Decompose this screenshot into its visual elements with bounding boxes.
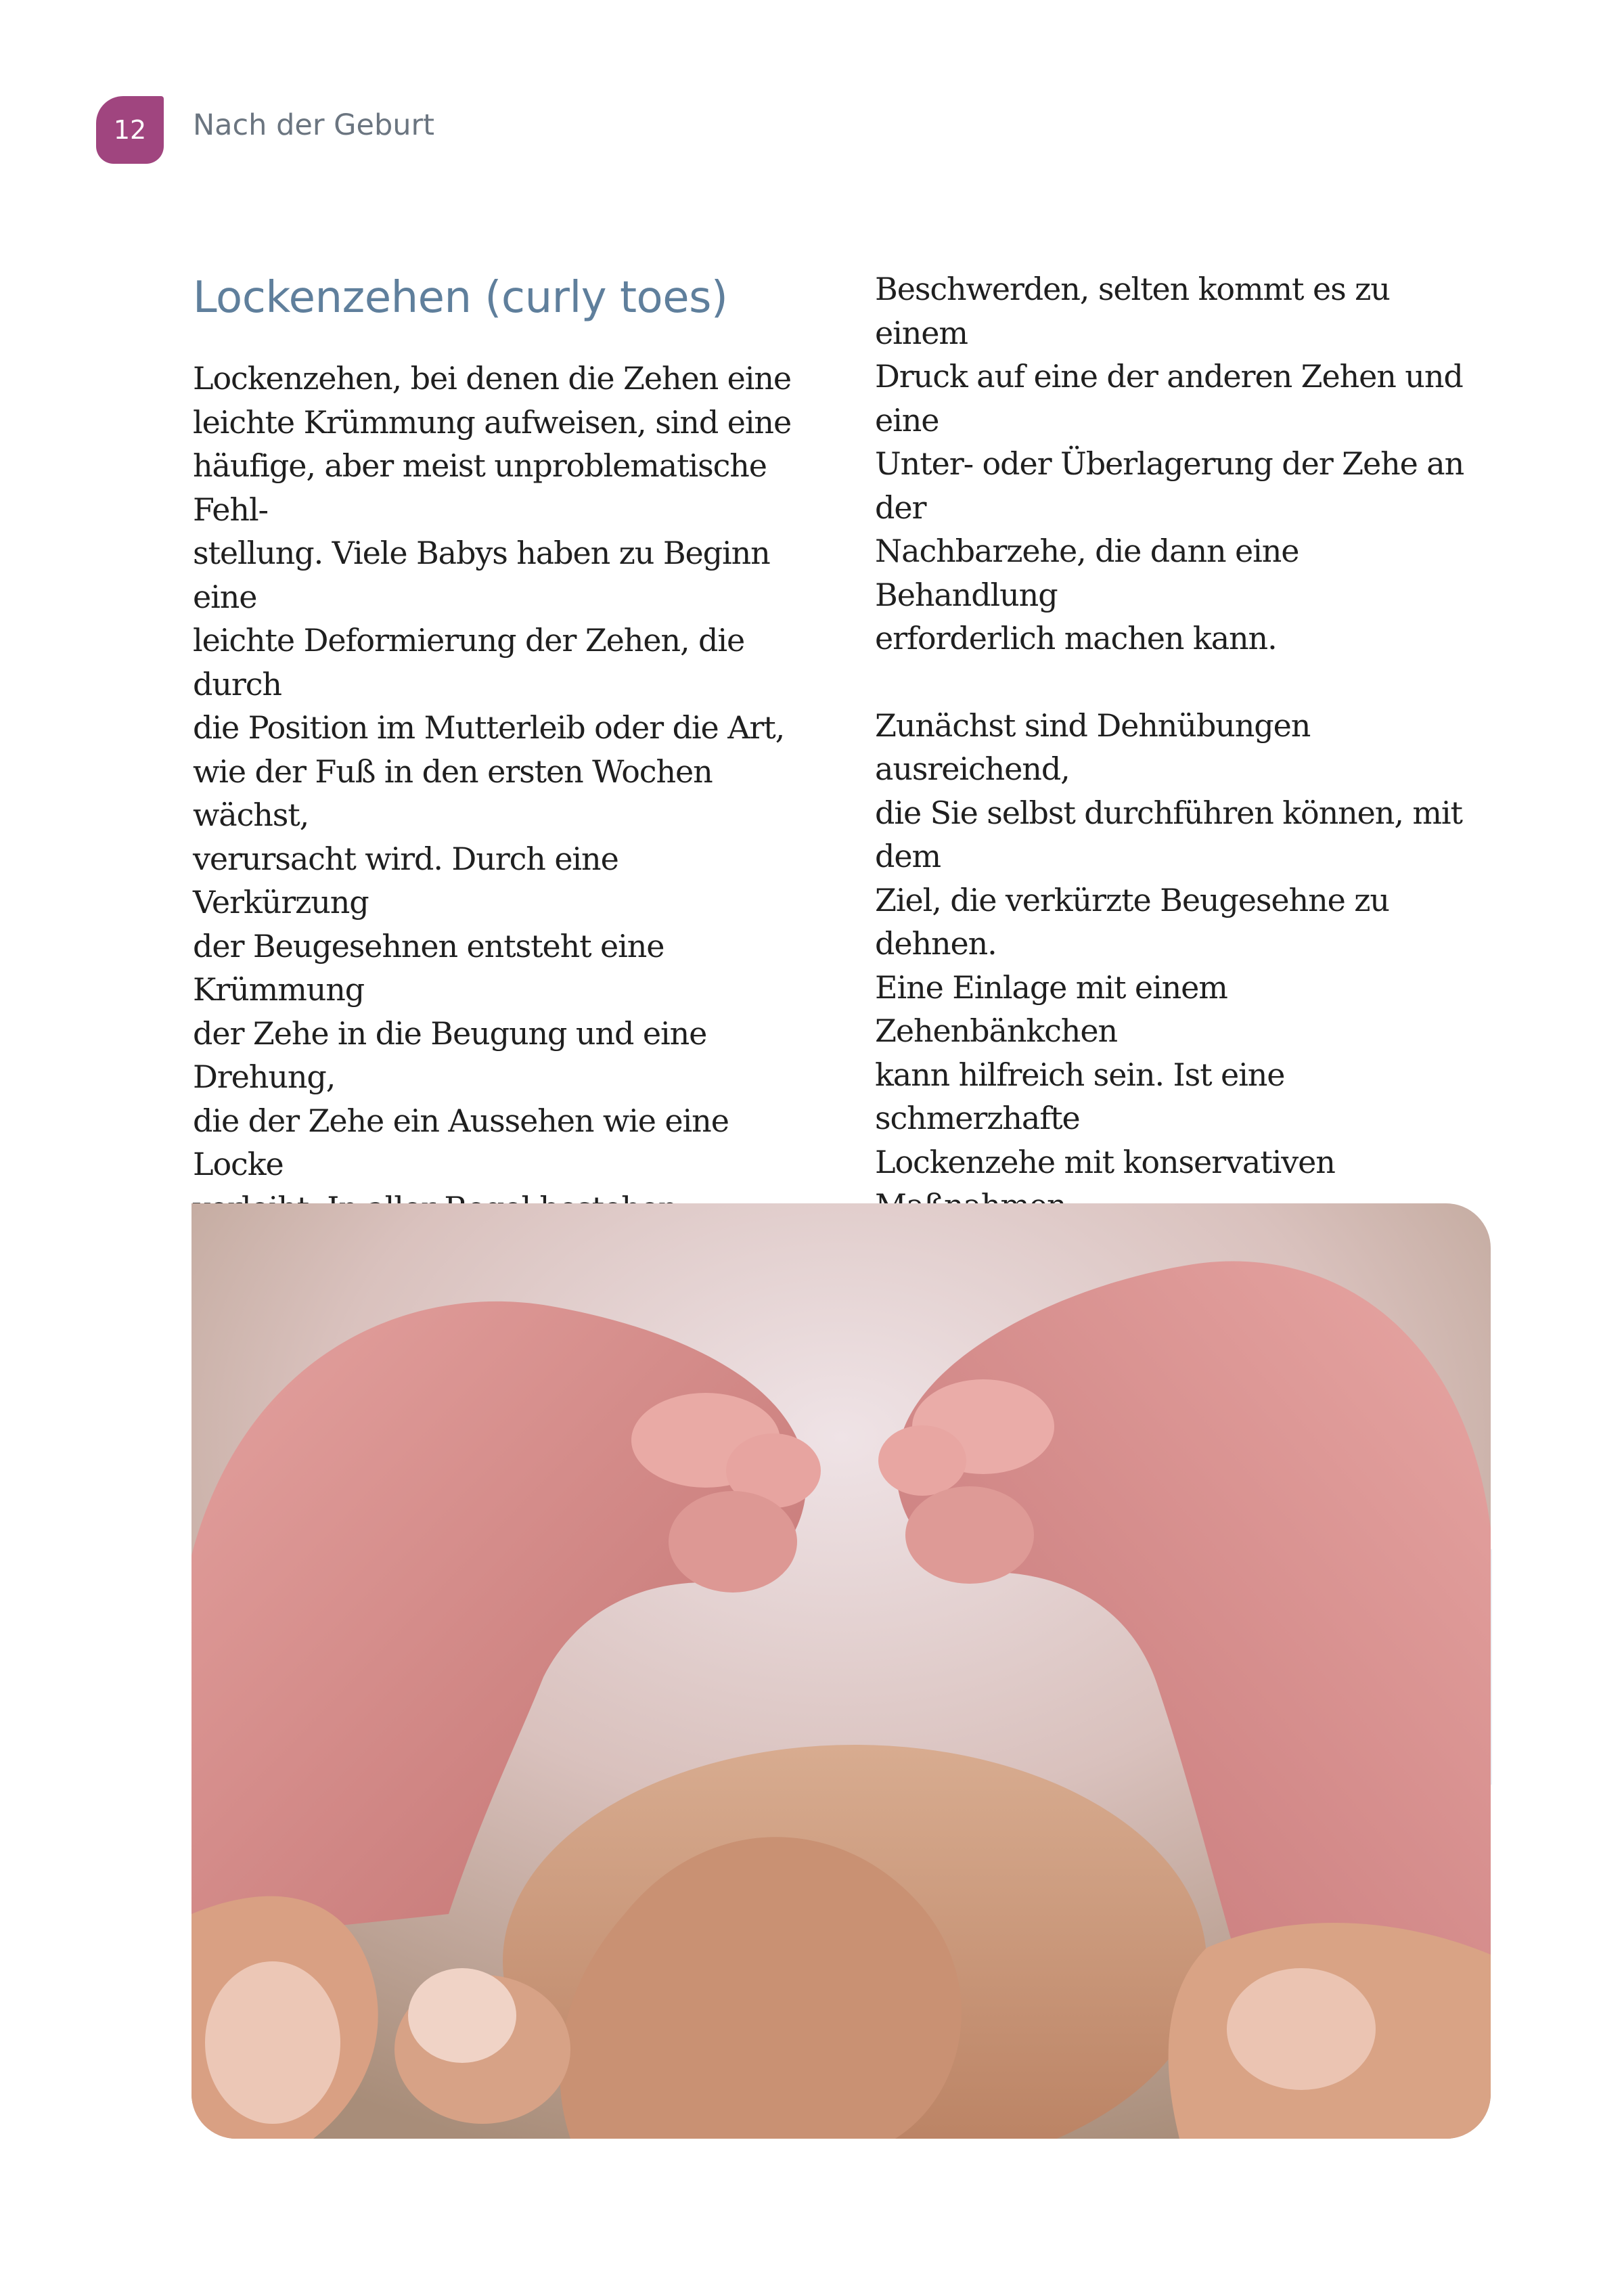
photo-illustration — [191, 1203, 1491, 2139]
left-paragraph: Lockenzehen, bei denen die Zehen eine leichte Krümmung aufweisen, sind eine häufige, aber meist unproblematische Fehl- stellung. Viele Babys haben zu Beginn eine leichte Deformierung der Zehen, die durch die Position im Mutterleib oder die Art, wie der Fuß in den ersten Wochen wächst, verursacht wird. Durch eine Verkürzung der Beugesehnen entsteht eine Krümmung der Zehe in die Beugung und eine Drehung, die der Zehe ein Aussehen wie eine Locke — [193, 360, 792, 1182]
right-paragraph-2: Zunächst sind Dehnübungen ausreichend, die Sie selbst durchführen können, mit dem Ziel, die verkürzte Beugesehne zu dehnen. Eine Einlage mit einem Zehenbänkchen kann hilfreich sein. Ist eine schmerzhafte Lockenzehe mit konservativen — [875, 707, 1462, 1180]
section-title: Lockenzehen (curly toes) — [193, 273, 728, 323]
right-paragraph-1: Beschwerden, selten kommt es zu einem Druck auf eine der anderen Zehen und eine Unter- oder Überlagerung der Zehe an der Nachbarzehe, die dann eine Behandlung erforderlich machen kann. — [875, 271, 1464, 656]
page-number-badge — [96, 96, 164, 164]
running-head: Nach der Geburt — [193, 108, 435, 142]
baby-feet-photo — [191, 1203, 1491, 2139]
page-number: 12 — [113, 115, 147, 145]
